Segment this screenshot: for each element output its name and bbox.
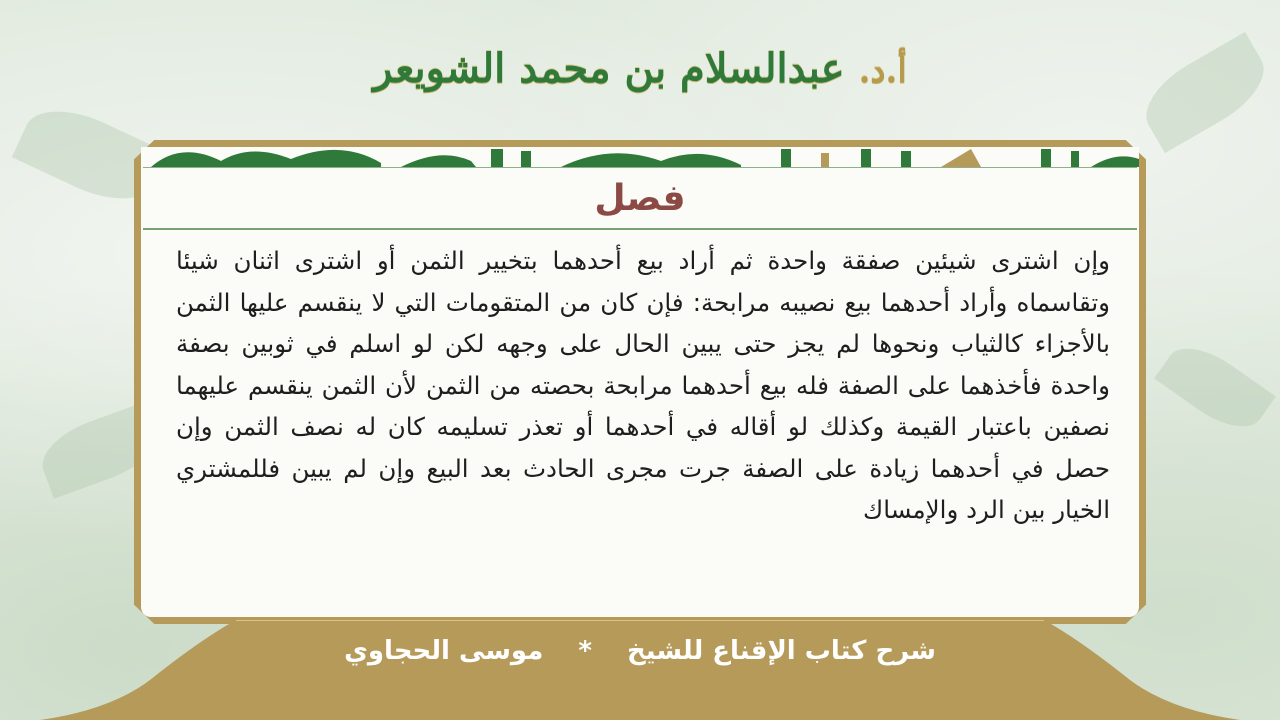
footer-sheikh-word: للشيخ — [627, 636, 704, 666]
footer-separator: * — [578, 636, 592, 666]
footer-book: شرح كتاب الإقناع — [712, 636, 936, 666]
section-title-box — [143, 167, 1137, 230]
footer-author: موسى الحجاوي — [344, 636, 544, 666]
calligraphy-band — [141, 147, 1139, 167]
section-title: فصل — [594, 177, 686, 219]
author-calligraphy — [373, 45, 907, 92]
author-name: عبدالسلام بن محمد الشويعر — [373, 44, 845, 92]
body-text: وإن اشترى شيئين صفقة واحدة ثم أراد بيع أحدهما بتخيير الثمن أو اشترى اثنان شيئا وتقاسماه وأراد أحدهما بيع نصيبه مرابحة: فإن كان من المتقومات التي لا ينقسم عليها الثمن بالأجزاء كالثياب ونحوها لم يجز حتى يبين الحال على وجهه لكن لو اسلم في ثوبين بصفة واحدة فأخذهما على الصفة فله بيع أحدهما مرابحة بحصته من الثمن لأن الثمن ينقسم عليهما نصفين باعتبار القيمة وكذلك لو أقاله في أحدهما أو تعذر تسليمه كان له نصف الثمن وإن حصل في أحدهما زيادة على الصفة جرت مجرى الحادث بعد البيع وإن لم يبين فللمشتري الخيار بين الرد والإمساك — [176, 246, 1110, 524]
footer-caption — [0, 636, 1280, 666]
author-prefix: أ.د. — [858, 50, 907, 91]
footer-banner — [0, 620, 1280, 720]
author-header — [0, 28, 1280, 108]
